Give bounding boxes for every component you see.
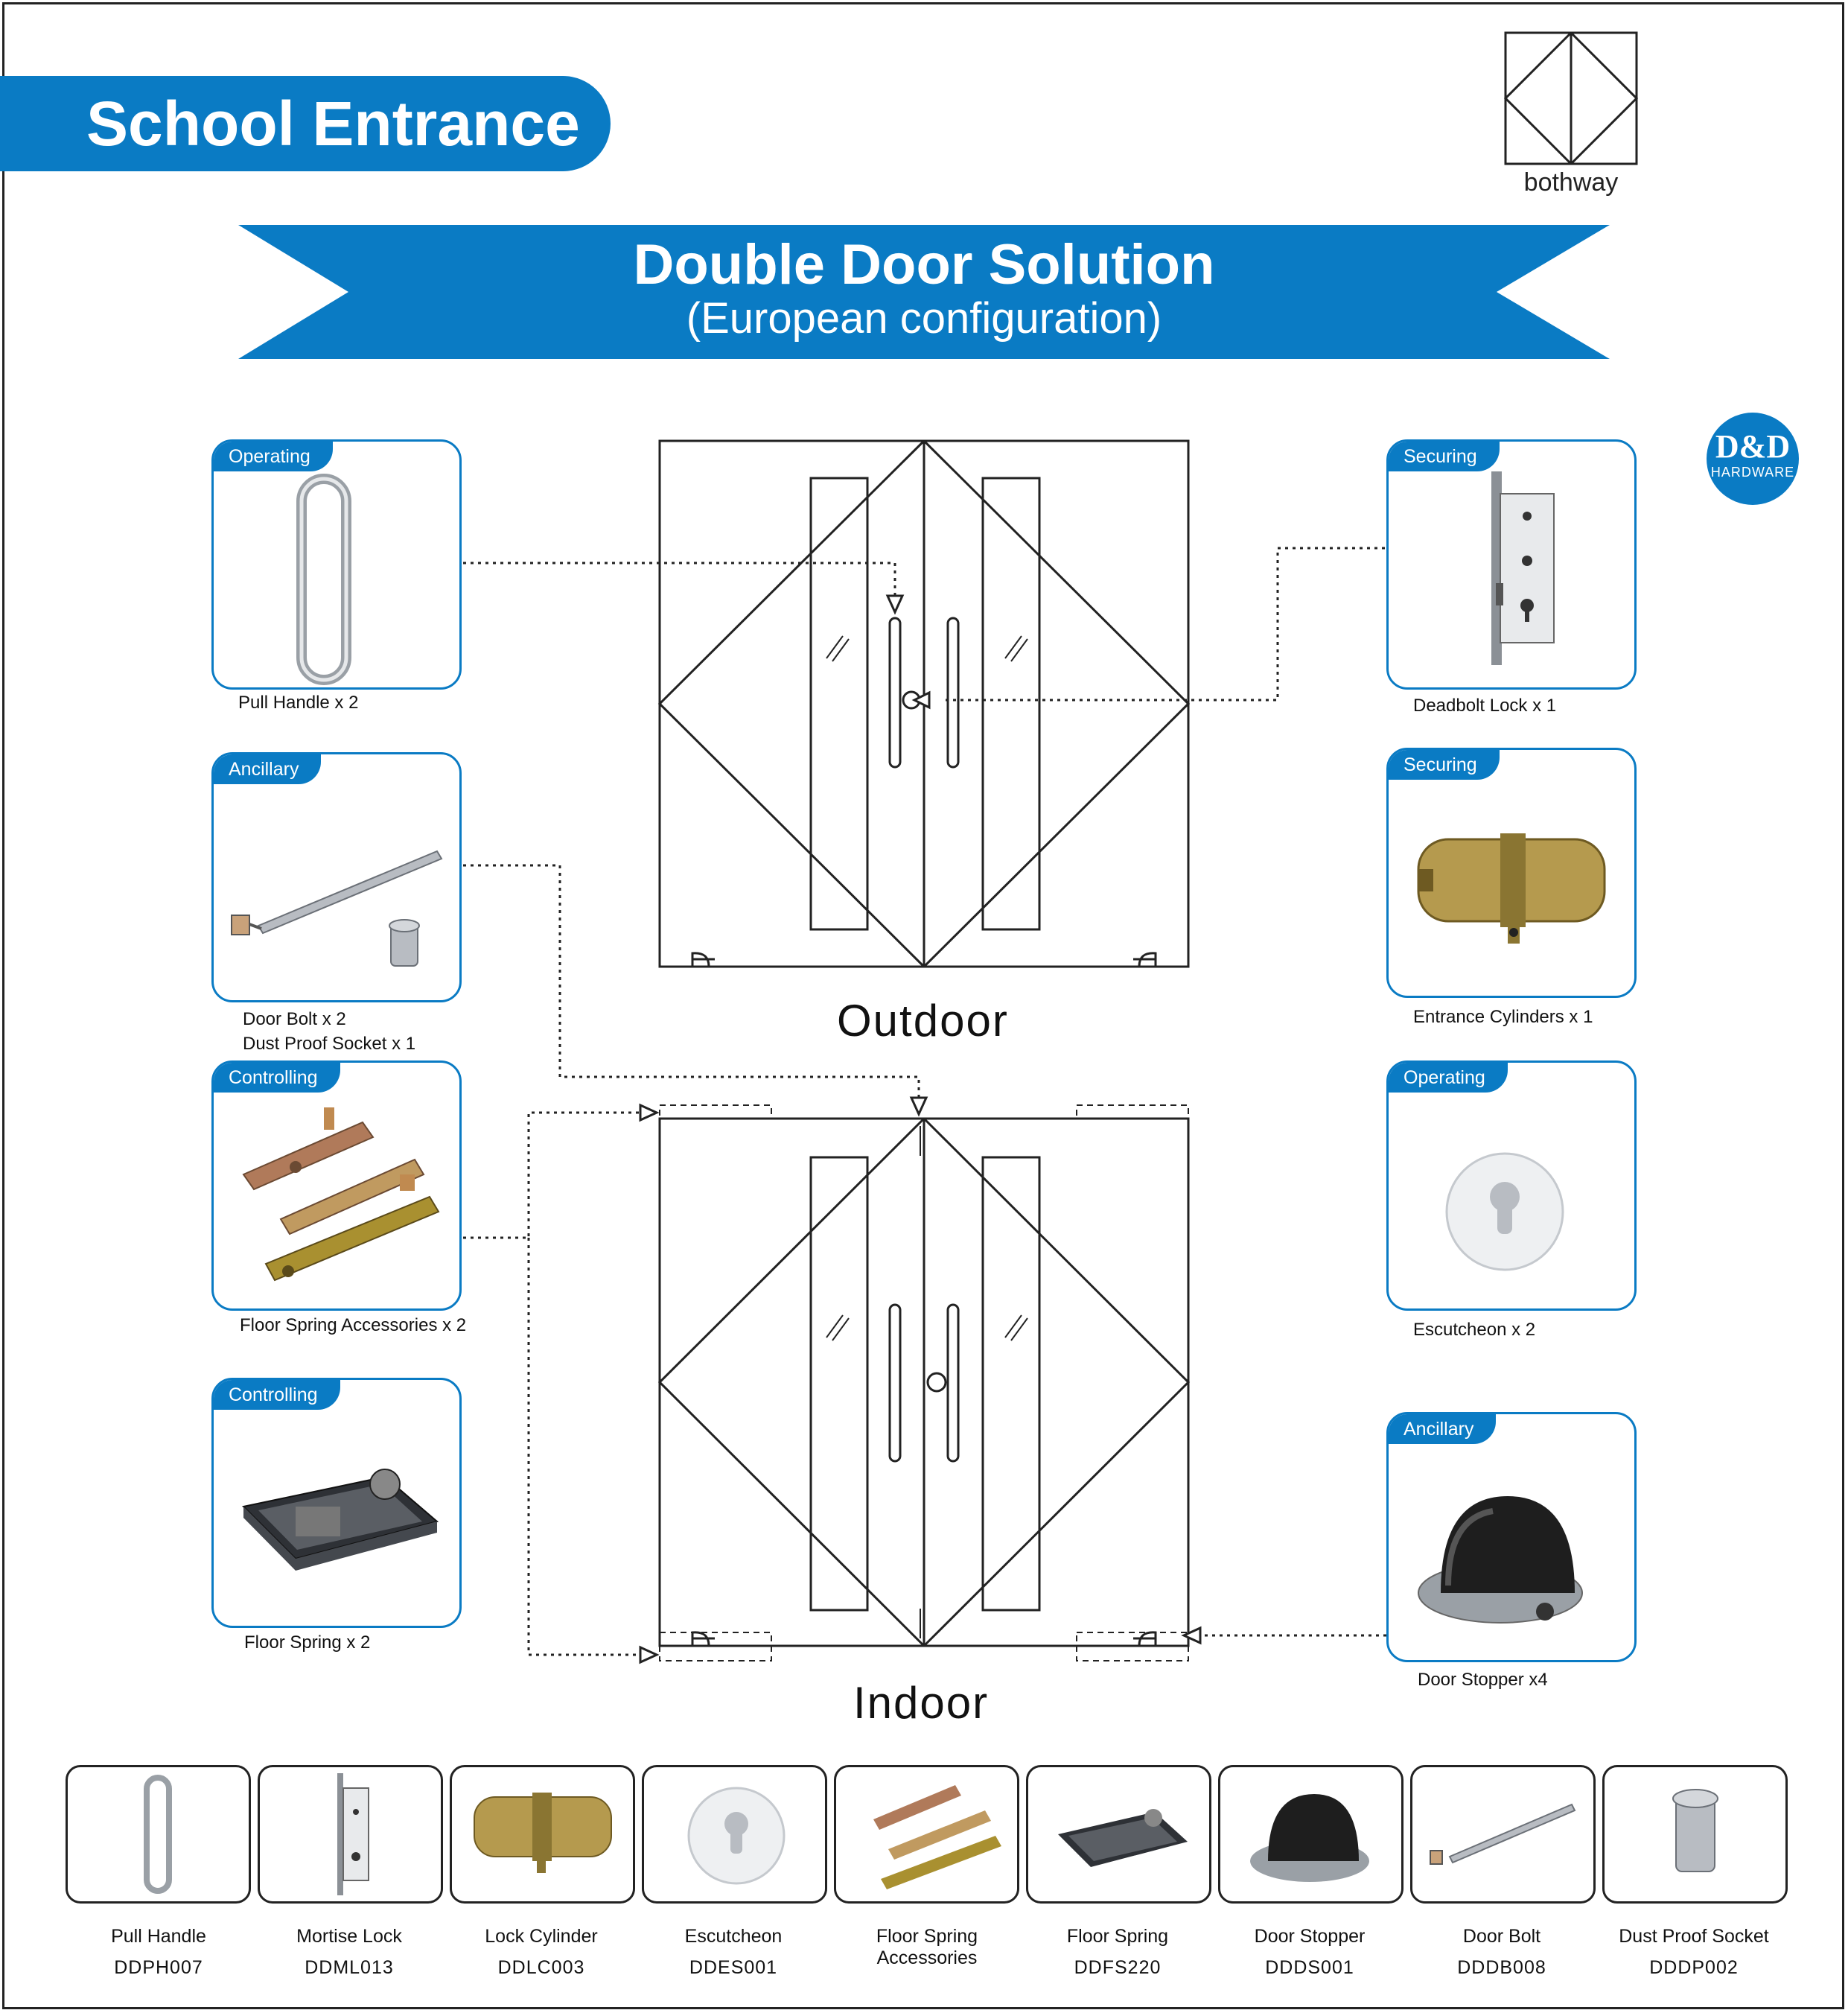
- product-code: DDFS220: [1074, 1957, 1162, 1978]
- card-caption: Floor Spring x 2: [244, 1632, 371, 1653]
- card-caption: Pull Handle x 2: [238, 693, 359, 713]
- product-code: DDML013: [305, 1957, 394, 1978]
- door-stopper-icon: [1389, 1444, 1634, 1660]
- card-caption-2: Dust Proof Socket x 1: [243, 1034, 416, 1054]
- product-tile-lock-cylinder: [450, 1765, 635, 1904]
- card-door-bolt: [211, 752, 462, 1002]
- product-code: DDPH007: [114, 1957, 203, 1978]
- product-tile-door-stopper: [1218, 1765, 1403, 1904]
- door-bolt-icon: [214, 784, 459, 1000]
- product-tile-pull-handle: [66, 1765, 251, 1904]
- mortise-lock-icon: [260, 1767, 441, 1901]
- product-name: Door Stopper: [1254, 1926, 1366, 1947]
- mortise-lock-icon: [1389, 471, 1634, 687]
- banner-title: Double Door Solution: [633, 233, 1215, 296]
- product-tile-door-bolt: [1410, 1765, 1596, 1904]
- product-name: Door Bolt: [1462, 1926, 1541, 1947]
- product-name: Mortise Lock: [296, 1926, 402, 1947]
- card-floor-spring-accessories: [211, 1060, 462, 1311]
- card-caption: Deadbolt Lock x 1: [1413, 696, 1557, 716]
- product-code: DDDP002: [1649, 1957, 1739, 1978]
- card-tag: Operating: [214, 442, 333, 471]
- door-stopper-icon: [1220, 1767, 1401, 1901]
- indoor-door-drawing: [660, 1105, 1188, 1661]
- outdoor-label: Outdoor: [837, 996, 1009, 1046]
- product-name: Dust Proof Socket: [1619, 1926, 1769, 1947]
- card-tag: Ancillary: [1389, 1414, 1496, 1444]
- product-code: DDDS001: [1265, 1957, 1354, 1978]
- banner-subtitle: (European configuration): [686, 294, 1162, 343]
- page-title: School Entrance: [0, 76, 611, 171]
- card-tag: Controlling: [214, 1063, 340, 1093]
- logo-text: bothway: [1523, 168, 1619, 197]
- product-tile-dust-proof-socket: [1602, 1765, 1788, 1904]
- pull-handle-icon: [214, 471, 459, 687]
- pull-handle-icon: [68, 1767, 249, 1901]
- floor-spring-icon: [1028, 1767, 1209, 1901]
- card-caption: Door Bolt x 2: [243, 1009, 346, 1029]
- card-door-stopper: [1386, 1412, 1637, 1662]
- lock-cylinder-icon: [1389, 780, 1634, 996]
- card-escutcheon: [1386, 1060, 1637, 1311]
- floor-spring-icon: [214, 1410, 459, 1626]
- card-caption: Entrance Cylinders x 1: [1413, 1007, 1593, 1027]
- card-tag: Operating: [1389, 1063, 1508, 1093]
- product-code: DDES001: [689, 1957, 778, 1978]
- card-tag: Securing: [1389, 442, 1500, 471]
- product-code: DDLC003: [497, 1957, 585, 1978]
- product-name: Escutcheon: [684, 1926, 783, 1947]
- badge-line2: HARDWARE: [1710, 465, 1795, 480]
- product-name: Lock Cylinder: [485, 1926, 598, 1947]
- card-floor-spring: [211, 1378, 462, 1628]
- product-tile-floor-spring: [1026, 1765, 1211, 1904]
- product-name: Floor Spring: [1066, 1926, 1169, 1947]
- product-code: DDDB008: [1457, 1957, 1546, 1978]
- lock-cylinder-icon: [452, 1767, 633, 1901]
- escutcheon-icon: [644, 1767, 825, 1901]
- floor-spring-accessories-icon: [214, 1093, 459, 1308]
- badge-line1: D&D: [1715, 428, 1791, 465]
- indoor-label: Indoor: [853, 1678, 990, 1728]
- card-entrance-cylinders: [1386, 748, 1637, 998]
- card-tag: Controlling: [214, 1380, 340, 1410]
- product-tile-escutcheon: [642, 1765, 827, 1904]
- product-tile-mortise-lock: [258, 1765, 443, 1904]
- card-tag: Securing: [1389, 750, 1500, 780]
- card-caption: Floor Spring Accessories x 2: [240, 1315, 467, 1335]
- product-name: Floor Spring Accessories: [876, 1926, 978, 1968]
- card-caption: Door Stopper x4: [1418, 1670, 1548, 1690]
- dust-proof-socket-icon: [1605, 1767, 1785, 1901]
- product-name: Pull Handle: [111, 1926, 206, 1947]
- card-caption: Escutcheon x 2: [1413, 1320, 1536, 1340]
- escutcheon-icon: [1389, 1093, 1634, 1308]
- product-tile-floor-spring-accessories: [834, 1765, 1019, 1904]
- floor-spring-accessories-icon: [836, 1767, 1017, 1901]
- card-deadbolt-lock: [1386, 439, 1637, 690]
- door-bolt-icon: [1412, 1767, 1593, 1901]
- card-pull-handle: [211, 439, 462, 690]
- card-tag: Ancillary: [214, 754, 321, 784]
